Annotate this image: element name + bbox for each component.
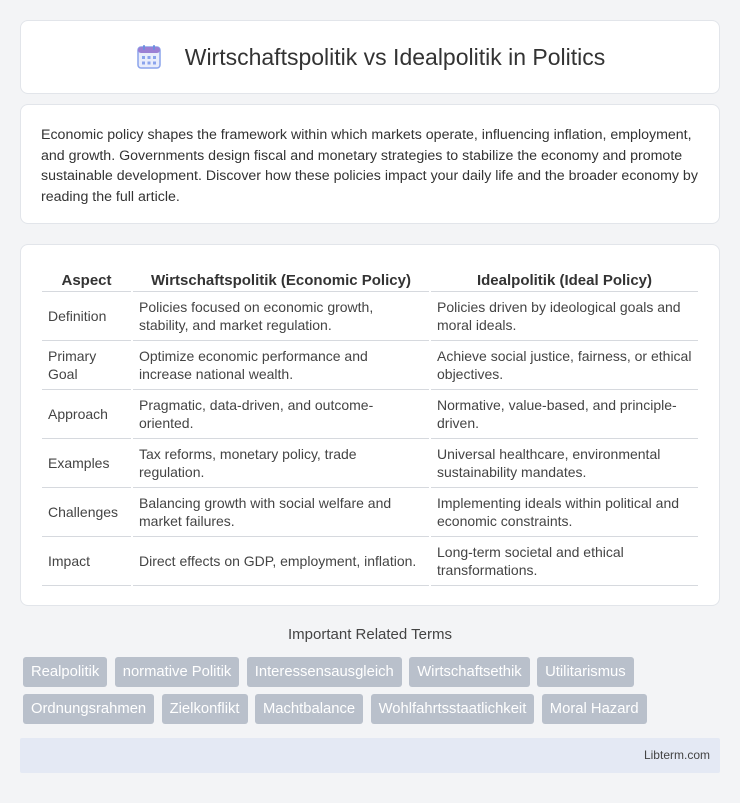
table-row bbox=[42, 340, 698, 389]
row-ideal: Normative, value-based, and principle-driven. bbox=[430, 389, 698, 438]
table-row bbox=[42, 487, 698, 536]
header-card bbox=[20, 20, 720, 94]
related-term-tag[interactable]: Ordnungsrahmen bbox=[23, 694, 154, 724]
comparison-table-card bbox=[20, 244, 720, 606]
row-economic: Optimize economic performance and increase national wealth. bbox=[132, 340, 430, 389]
row-ideal: Implementing ideals within political and economic constraints. bbox=[430, 487, 698, 536]
related-terms-title: Important Related Terms bbox=[288, 626, 452, 643]
row-economic: Pragmatic, data-driven, and outcome-oriented. bbox=[132, 389, 430, 438]
row-ideal: Long-term societal and ethical transformations. bbox=[430, 536, 698, 585]
row-economic: Balancing growth with social welfare and market failures. bbox=[132, 487, 430, 536]
table-row bbox=[42, 438, 698, 487]
row-economic: Direct effects on GDP, employment, inflation. bbox=[132, 536, 430, 585]
row-aspect: Approach bbox=[42, 389, 132, 438]
intro-card bbox=[20, 104, 720, 224]
calendar-grid-icon bbox=[135, 43, 163, 71]
related-term-tag[interactable]: Utilitarismus bbox=[537, 657, 634, 687]
row-aspect: Primary Goal bbox=[42, 340, 132, 389]
comparison-table bbox=[42, 265, 698, 586]
row-economic: Policies focused on economic growth, stability, and market regulation. bbox=[132, 291, 430, 340]
related-term-tag[interactable]: Wohlfahrtsstaatlichkeit bbox=[371, 694, 535, 724]
row-aspect: Impact bbox=[42, 536, 132, 585]
related-term-tag[interactable]: Realpolitik bbox=[23, 657, 107, 687]
related-terms-list bbox=[23, 657, 723, 731]
table-header-row bbox=[42, 265, 698, 291]
intro-text: Economic policy shapes the framework within which markets operate, influencing inflation, employment, and growth. Governments design fiscal and monetary strategies to stabilize the economy and promote sustainable development. Discover how these policies impact your daily life and the broader economy by reading the full article. bbox=[41, 127, 698, 205]
related-term-tag[interactable]: Interessensausgleich bbox=[247, 657, 402, 687]
related-term-tag[interactable]: Moral Hazard bbox=[542, 694, 647, 724]
row-ideal: Universal healthcare, environmental sustainability mandates. bbox=[430, 438, 698, 487]
header-aspect: Aspect bbox=[42, 265, 132, 291]
related-term-tag[interactable]: Zielkonflikt bbox=[162, 694, 248, 724]
page-title: Wirtschaftspolitik vs Idealpolitik in Politics bbox=[184, 43, 606, 70]
header-wirtschaftspolitik: Wirtschaftspolitik (Economic Policy) bbox=[132, 265, 430, 291]
row-ideal: Policies driven by ideological goals and moral ideals. bbox=[430, 291, 698, 340]
row-aspect: Examples bbox=[42, 438, 132, 487]
footer bbox=[20, 738, 720, 773]
row-economic: Tax reforms, monetary policy, trade regulation. bbox=[132, 438, 430, 487]
related-term-tag[interactable]: normative Politik bbox=[115, 657, 240, 687]
table-row bbox=[42, 291, 698, 340]
table-row bbox=[42, 536, 698, 585]
footer-brand-link[interactable]: Libterm.com bbox=[643, 748, 710, 762]
related-term-tag[interactable]: Machtbalance bbox=[255, 694, 363, 724]
table-row bbox=[42, 389, 698, 438]
row-ideal: Achieve social justice, fairness, or ethical objectives. bbox=[430, 340, 698, 389]
row-aspect: Challenges bbox=[42, 487, 132, 536]
header-idealpolitik: Idealpolitik (Ideal Policy) bbox=[430, 265, 698, 291]
row-aspect: Definition bbox=[42, 291, 132, 340]
related-term-tag[interactable]: Wirtschaftsethik bbox=[409, 657, 529, 687]
